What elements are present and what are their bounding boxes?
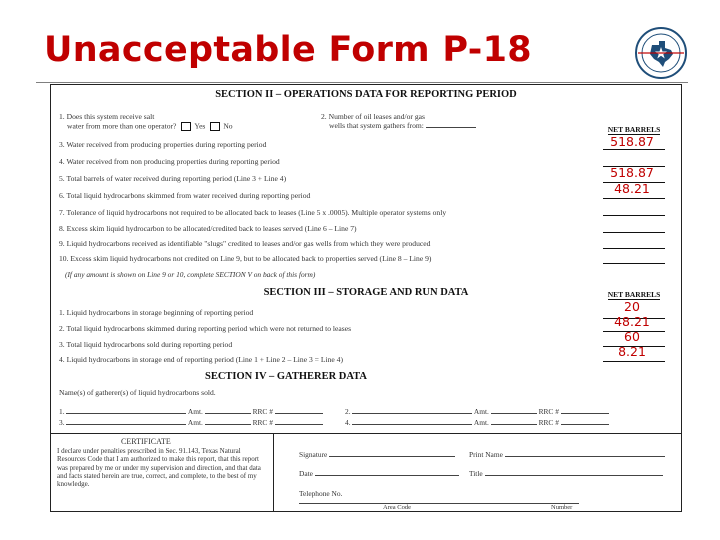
date-row (299, 469, 459, 478)
telephone-field[interactable] (299, 503, 579, 504)
q2-line2: wells that system gathers from: (329, 120, 424, 130)
gatherer-2-amt-field[interactable] (491, 413, 537, 414)
telephone-field-row (299, 497, 579, 506)
section-3-line-1: 1. Liquid hydrocarbons in storage beginning of reporting period (59, 309, 254, 317)
gatherer-4-name-field[interactable] (352, 424, 472, 425)
section-2-line-8: 8. Excess skim liquid hydrocarbon to be allocated/credited back to leases served (Line 6 – Line 7) (59, 225, 357, 233)
gatherer-3-name-field[interactable] (66, 424, 186, 425)
gatherer-2-amt-label: Amt. (473, 407, 489, 416)
section-2-line-3: 3. Water received from producing properties during reporting period (59, 141, 267, 149)
section-4-header: SECTION IV – GATHERER DATA (204, 371, 367, 382)
gatherer-4-rrc-label: RRC # (538, 418, 559, 427)
gatherer-names-label: Name(s) of gatherer(s) of liquid hydrocarbons sold. (59, 389, 216, 397)
gatherer-1-rrc-label: RRC # (252, 407, 273, 416)
print-name-row (469, 450, 665, 459)
form-p18 (50, 84, 682, 512)
no-label: No (223, 120, 233, 130)
section-2-line-9: 9. Liquid hydrocarbons received as identifiable "slugs" credited to leases and/or gas wells from which they were produced (59, 240, 431, 248)
q2-field[interactable] (426, 127, 476, 128)
q1-line2: water from more than one operator? (67, 120, 177, 130)
certificate-text: I declare under penalties prescribed in Sec. 91.143, Texas Natural Resources Code that I am authorized to make this report, that this report was prepared by me or under my supervision and direction, and that data and facts stated herein are true, correct, and complete, to the best of my knowledge. (57, 447, 261, 489)
number-label: Number (551, 504, 573, 511)
section-3-column-header (599, 290, 669, 299)
gatherer-2-rrc-label: RRC # (538, 407, 559, 416)
date-field[interactable] (315, 475, 459, 476)
gatherer-3-amt-label: Amt. (187, 418, 203, 427)
gatherer-3-amt-field[interactable] (205, 424, 251, 425)
title-label: Title (469, 469, 483, 478)
signature-field[interactable] (329, 456, 455, 457)
title-row (469, 469, 663, 478)
section-2-note: (If any amount is shown on Line 9 or 10, complete SECTION V on back of this form) (65, 270, 316, 279)
gatherer-3-rrc-label: RRC # (252, 418, 273, 427)
section-3-line-2: 2. Total liquid hydrocarbons skimmed during reporting period which were not returned to leases (59, 325, 352, 333)
section-2-line-6: 6. Total liquid hydrocarbons skimmed from water received during reporting period (59, 192, 311, 200)
line-6-value: 48.21 (614, 181, 650, 196)
gatherer-4-num: 4. (345, 418, 351, 427)
yes-label: Yes (194, 120, 206, 130)
gatherer-1-num: 1. (59, 407, 65, 416)
gatherer-2-rrc-field[interactable] (561, 413, 609, 414)
q1-label (59, 113, 319, 131)
gatherer-row-1 (59, 407, 323, 416)
gatherer-1-name-field[interactable] (66, 413, 186, 414)
q1-line1: 1. Does this system receive salt (59, 113, 155, 121)
signature-row (299, 450, 455, 459)
texas-rrc-seal-icon (634, 26, 688, 80)
s3-line-1-value: 20 (624, 299, 640, 314)
section-2-line-5: 5. Total barrels of water received during reporting period (Line 3 + Line 4) (59, 175, 287, 183)
gatherer-4-amt-field[interactable] (491, 424, 537, 425)
area-code-label: Area Code (383, 504, 411, 511)
section-2-line-10: 10. Excess skim liquid hydrocarbons not credited on Line 9, but to be allocated back to properties served (Line 8 – Line 9) (59, 255, 432, 263)
line-3-value: 518.87 (610, 134, 654, 149)
print-name-field[interactable] (505, 456, 665, 457)
gatherer-row-2 (345, 407, 609, 416)
section-2-line-7: 7. Tolerance of liquid hydrocarbons not required to be allocated back to leases (Line 5 x .0005). Multiple operator systems only (59, 209, 447, 217)
section-2-header: SECTION II – OPERATIONS DATA FOR REPORTING PERIOD (215, 89, 517, 100)
slide-title: Unacceptable Form P-18 (44, 30, 532, 70)
section-3-line-3: 3. Total liquid hydrocarbons sold during reporting period (59, 341, 233, 349)
q2-line1: 2. Number of oil leases and/or gas (321, 113, 425, 121)
title-field[interactable] (485, 475, 663, 476)
gatherer-2-name-field[interactable] (352, 413, 472, 414)
gatherer-3-rrc-field[interactable] (275, 424, 323, 425)
certificate-title: CERTIFICATE (121, 437, 171, 446)
line-7-field[interactable] (603, 202, 665, 216)
section-3-col-label: NET BARRELS (607, 290, 661, 299)
section-3-header: SECTION III – STORAGE AND RUN DATA (263, 287, 469, 298)
gatherer-4-amt-label: Amt. (473, 418, 489, 427)
gatherer-1-amt-label: Amt. (187, 407, 203, 416)
certificate-top-rule (51, 433, 681, 434)
line-8-field[interactable] (603, 219, 665, 233)
telephone-label: Telephone No. (299, 489, 343, 498)
s3-line-3-value: 60 (624, 329, 640, 344)
date-label: Date (299, 469, 313, 478)
s3-line-2-value: 48.21 (614, 314, 650, 329)
yes-checkbox[interactable] (181, 122, 191, 131)
gatherer-3-num: 3. (59, 418, 65, 427)
gatherer-row-4 (345, 418, 609, 427)
gatherer-4-rrc-field[interactable] (561, 424, 609, 425)
gatherer-1-amt-field[interactable] (205, 413, 251, 414)
line-5-value: 518.87 (610, 165, 654, 180)
gatherer-row-3 (59, 418, 323, 427)
certificate-divider (273, 433, 274, 511)
section-2-line-4: 4. Water received from non producing properties during reporting period (59, 158, 280, 166)
gatherer-1-rrc-field[interactable] (275, 413, 323, 414)
section-3-line-4: 4. Liquid hydrocarbons in storage end of reporting period (Line 1 + Line 2 – Line 3 = Line 4) (59, 356, 343, 364)
gatherer-2-num: 2. (345, 407, 351, 416)
line-10-field[interactable] (603, 250, 665, 264)
section-2-col-label: NET BARRELS (607, 125, 661, 134)
s3-line-4-value: 8.21 (618, 344, 646, 359)
signature-label: Signature (299, 450, 328, 459)
section-2-column-header (599, 125, 669, 134)
title-divider (36, 82, 688, 83)
q2-label (321, 113, 521, 130)
line-9-field[interactable] (603, 235, 665, 249)
no-checkbox[interactable] (210, 122, 220, 131)
print-name-label: Print Name (469, 450, 503, 459)
